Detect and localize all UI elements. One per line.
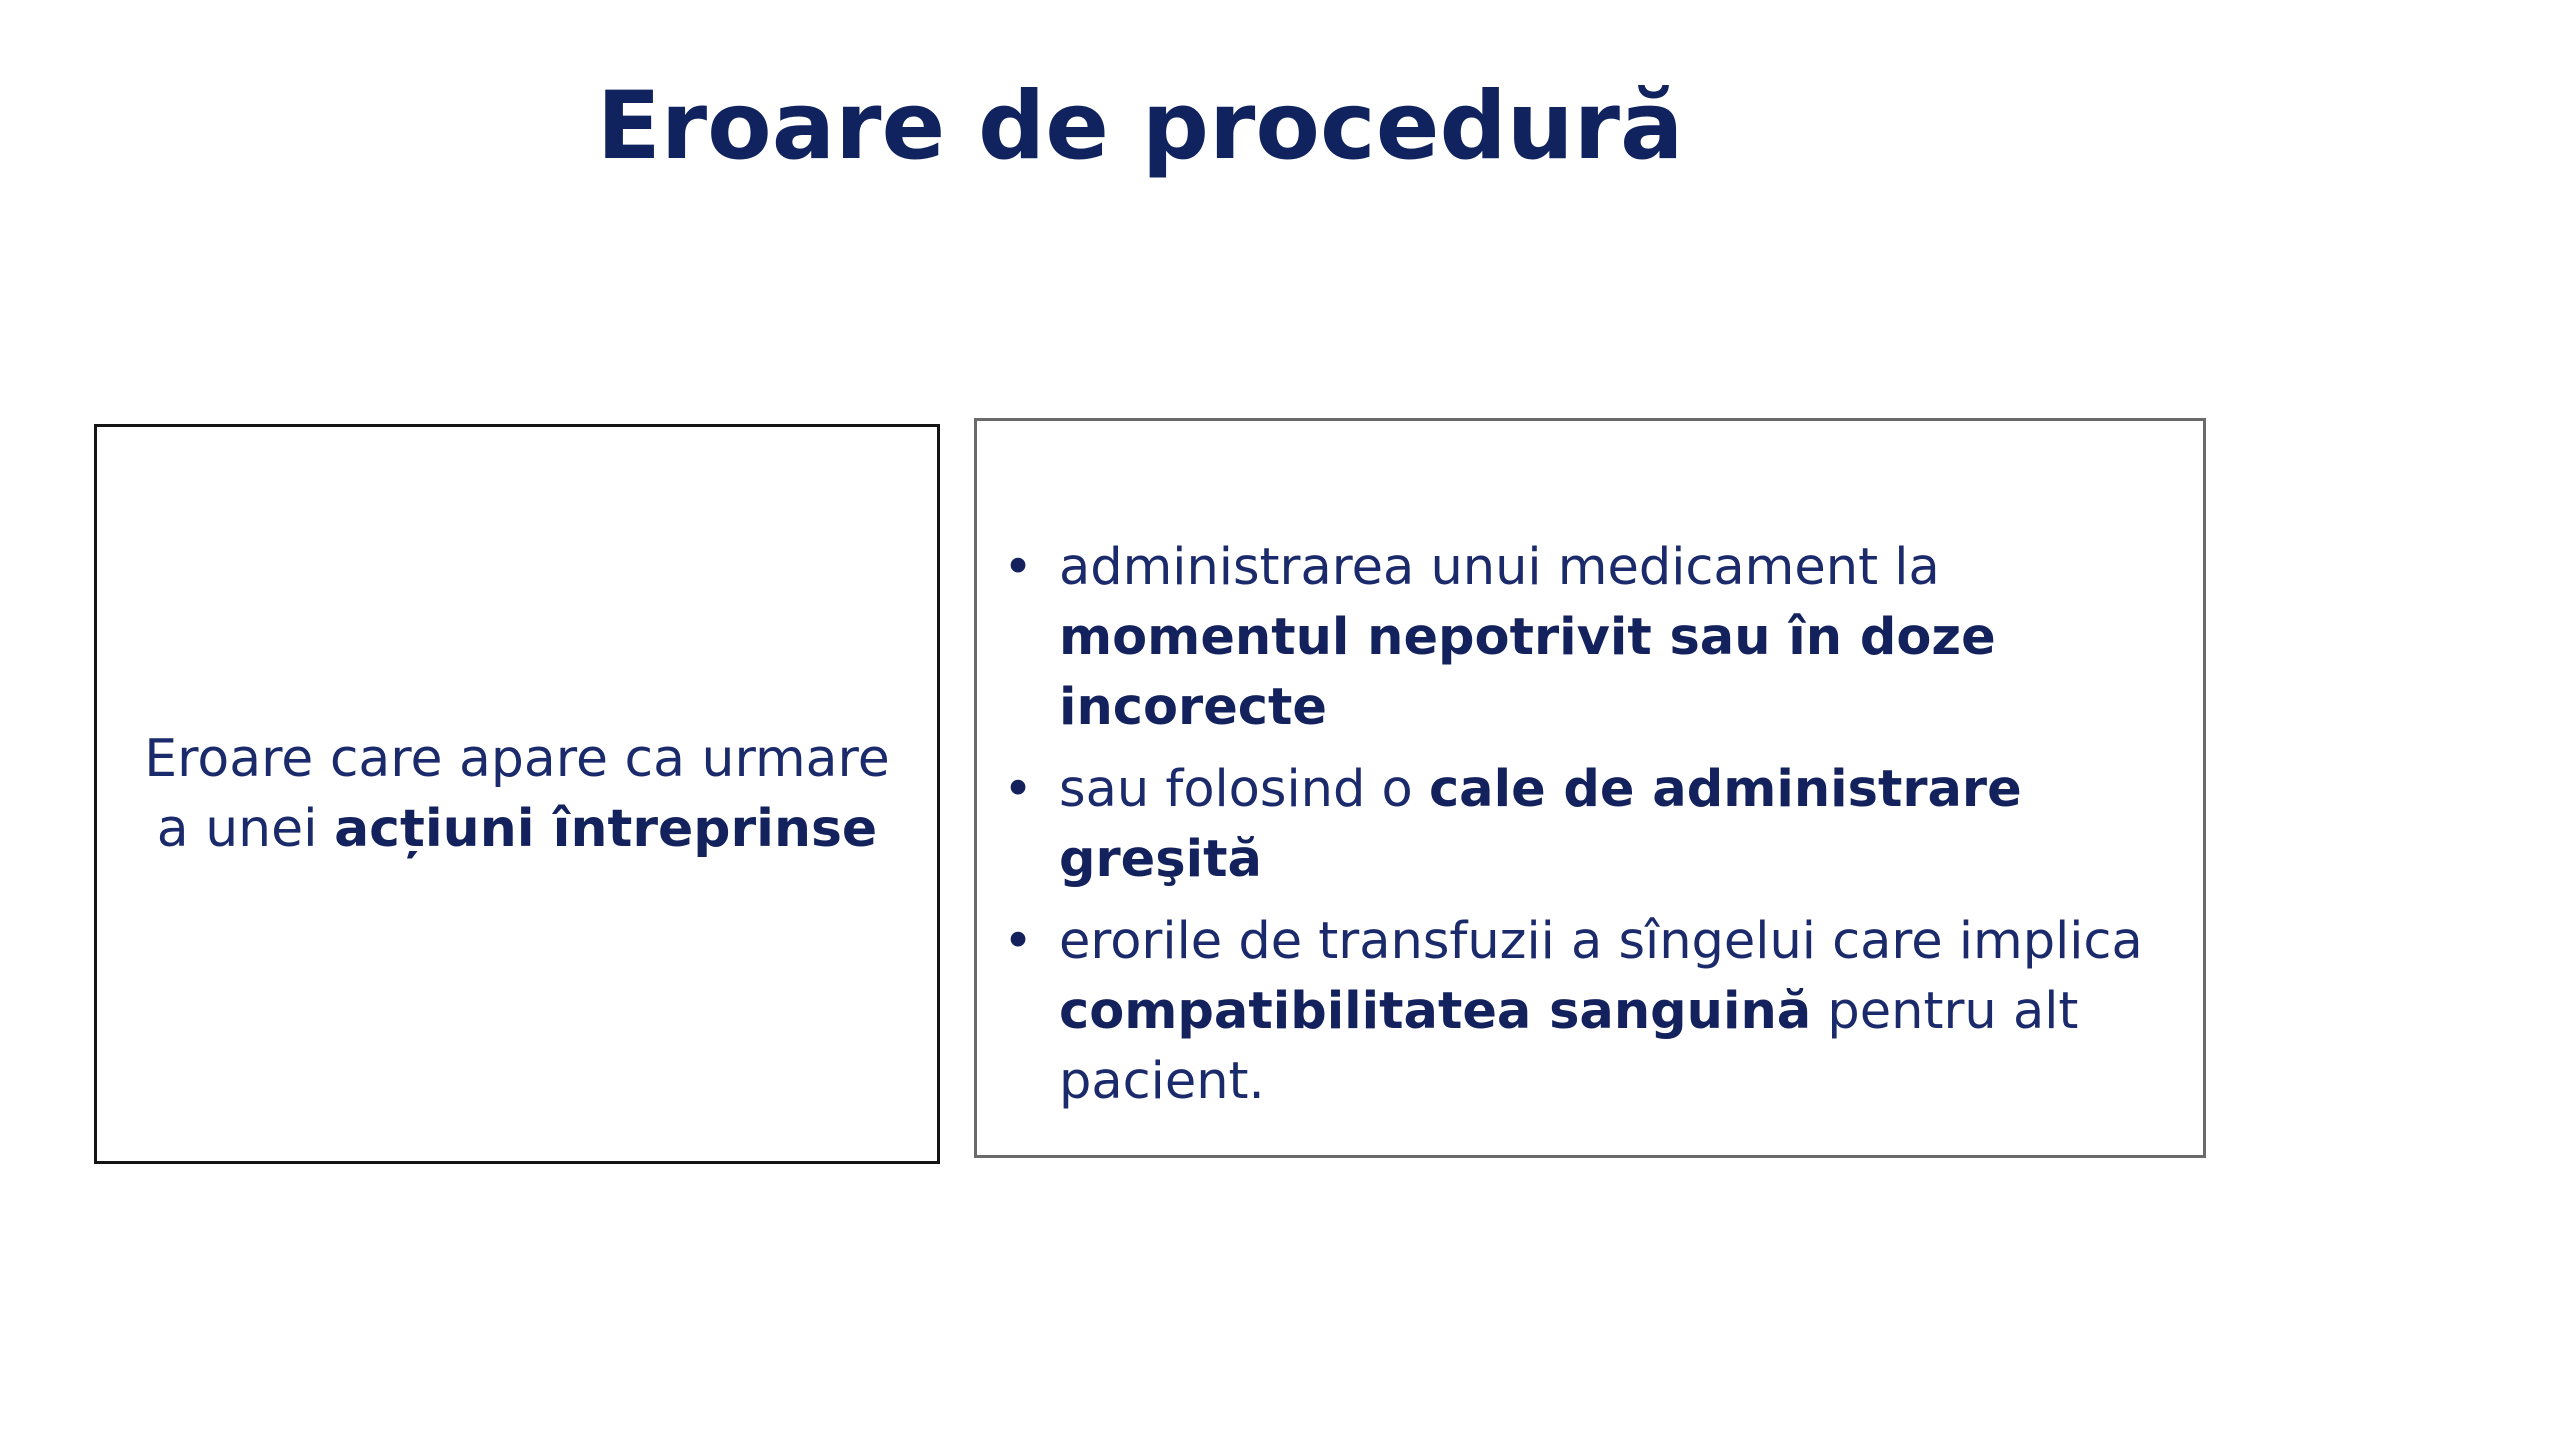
list-item-text [1059, 755, 2187, 895]
slide-title: Eroare de procedură [596, 72, 1684, 181]
list-item [997, 907, 2187, 1117]
list-item-text-bold: compatibilitatea sanguină [1059, 982, 1812, 1041]
examples-box [974, 418, 2206, 1158]
list-item-text [1059, 533, 2187, 743]
bullet-icon: • [1003, 760, 1034, 819]
bullet-icon: • [1003, 538, 1034, 597]
definition-text-regular: Eroare care apare ca urmare a unei [144, 729, 890, 859]
list-item-text-bold: cale de administrare greşită [1059, 760, 2022, 889]
list-item [997, 755, 2187, 895]
list-item-text-bold: momentul nepotrivit sau în doze incorecte [1059, 608, 1996, 737]
list-item-text-regular: sau folosind o [1059, 760, 1429, 819]
list-item-text-regular: administrarea unui medicament la [1059, 538, 1940, 597]
list-item-text-trailing: pentru alt pacient. [1059, 982, 2079, 1111]
definition-text-bold: acțiuni întreprinse [334, 799, 878, 859]
list-item [997, 533, 2187, 743]
definition-text [123, 724, 911, 864]
examples-list [997, 533, 2187, 1117]
list-item-text [1059, 907, 2187, 1117]
definition-box [94, 424, 940, 1164]
list-item-text-regular: erorile de transfuzii a sîngelui care implica [1059, 912, 2143, 971]
bullet-icon: • [1003, 912, 1034, 971]
